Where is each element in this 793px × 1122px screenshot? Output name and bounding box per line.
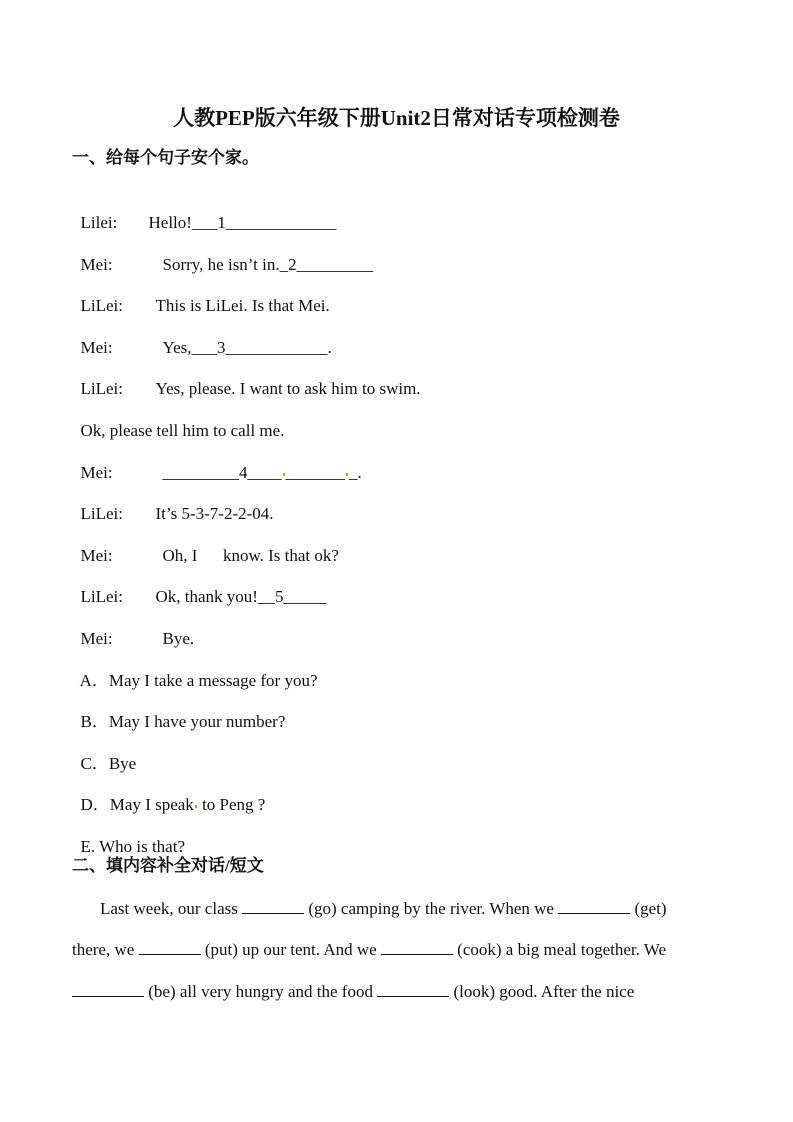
dialogue-text: This is LiLei. Is that Mei. (155, 296, 330, 315)
paragraph-text: (put) up our tent. And we (204, 940, 377, 959)
option-a (72, 648, 317, 692)
option-e (72, 814, 185, 858)
option-b (72, 689, 285, 733)
dialogue-text: Sorry, he isn’t in._2_________ (162, 255, 374, 274)
option-letter: A． (79, 671, 109, 690)
speaker: Mei: (80, 629, 113, 648)
option-text-tail: to Peng ? (197, 795, 266, 814)
page-title: 人教PEP版六年级下册Unit2日常对话专项检测卷 (173, 106, 620, 130)
paragraph-text: (get) (634, 899, 667, 918)
marker-dot (346, 473, 348, 476)
paragraph-line-2 (72, 939, 732, 961)
option-c (72, 731, 136, 775)
dialogue-line-8 (72, 481, 274, 525)
dialogue-line-7 (72, 440, 362, 484)
option-letter: E. (80, 837, 100, 856)
option-text: May I have your number? (108, 712, 286, 731)
section-2-heading: 二、填内容补全对话/短文 (72, 856, 264, 875)
marker-dot (283, 473, 285, 476)
speaker: LiLei: (80, 379, 123, 398)
paragraph-line-3 (72, 981, 732, 1003)
option-text: Who is that? (99, 837, 185, 856)
speaker: Mei: (80, 463, 113, 482)
dialogue-text: Yes,___3____________. (162, 338, 332, 357)
answer-blank-3[interactable] (139, 939, 201, 955)
paragraph-text: (be) all very hungry and the food (148, 982, 373, 1001)
dialogue-line-6 (72, 398, 284, 442)
answer-blank-5[interactable] (72, 981, 144, 997)
option-letter: C． (80, 754, 109, 773)
dialogue-line-10 (72, 564, 326, 608)
paragraph-text: (look) good. After the nice (453, 982, 635, 1001)
answer-blank-4[interactable] (381, 939, 453, 955)
option-text: May I speak (109, 795, 194, 814)
speaker: LiLei: (80, 504, 123, 523)
option-text: Bye (108, 754, 137, 773)
paragraph-line-1 (72, 898, 732, 920)
dialogue-line-5 (72, 356, 421, 400)
dialogue-line-1 (72, 190, 336, 234)
dialogue-line-11 (72, 606, 194, 650)
dialogue-text: Ok, thank you!__5_____ (155, 587, 326, 606)
option-letter: B． (80, 712, 109, 731)
dialogue-text-tail: _______ (285, 463, 345, 482)
option-letter: D． (80, 795, 110, 814)
answer-blank-6[interactable] (377, 981, 449, 997)
dialogue-line-3 (72, 273, 330, 317)
option-text: May I take a message for you? (108, 671, 318, 690)
paragraph-text: (cook) a big meal together. We (457, 940, 667, 959)
dialogue-text-tail: _. (349, 463, 362, 482)
dialogue-text: It’s 5-3-7-2-2-04. (155, 504, 274, 523)
dialogue-text: Oh, I know. Is that ok? (162, 546, 339, 565)
speaker: Lilei: (80, 213, 118, 232)
dialogue-text: Yes, please. I want to ask him to swim. (155, 379, 421, 398)
dialogue-text: _________4____ (162, 463, 282, 482)
speaker: LiLei: (80, 296, 123, 315)
paragraph-text: there, we (72, 940, 135, 959)
speaker: Mei: (80, 338, 113, 357)
marker-dot (195, 805, 197, 808)
dialogue-line-9 (72, 523, 339, 567)
dialogue-text: Bye. (162, 629, 195, 648)
option-d (72, 772, 265, 816)
dialogue-line-2 (72, 232, 373, 276)
answer-blank-1[interactable] (242, 898, 304, 914)
dialogue-text: Ok, please tell him to call me. (80, 421, 285, 440)
speaker: Mei: (80, 546, 113, 565)
paragraph-text: (go) camping by the river. When we (308, 899, 554, 918)
dialogue-line-4 (72, 315, 332, 359)
paragraph-text: Last week, our class (100, 899, 238, 918)
answer-blank-2[interactable] (558, 898, 630, 914)
speaker: LiLei: (80, 587, 123, 606)
speaker: Mei: (80, 255, 113, 274)
dialogue-text: Hello!___1_____________ (148, 213, 337, 232)
section-1-heading: 一、给每个句子安个家。 (72, 148, 259, 167)
